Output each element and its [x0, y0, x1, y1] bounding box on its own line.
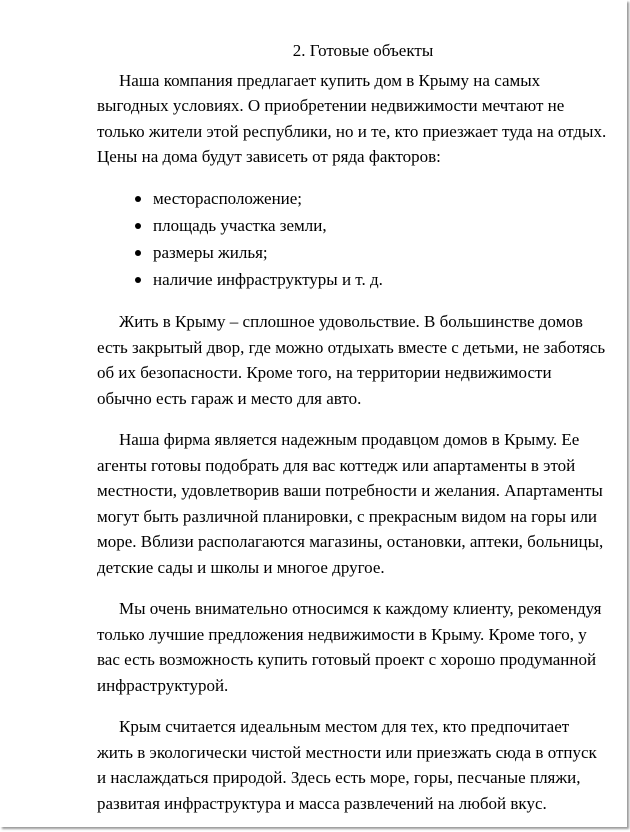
paragraph: Наша фирма является надежным продавцом домов в Крыму. Ее агенты готовы подобрать для вас коттедж или апартаменты в этой местности, удовлетворив ваши потребности и желания. Апартаменты могут быть различной планировки, с прекрасным видом на горы или море. Вблизи располагаются магазины, остановки, аптеки, больницы, детские сады и школы и многое другое.: [97, 430, 604, 577]
document-body: [97, 38, 609, 832]
list-item-text: размеры жилья;: [153, 242, 268, 262]
bullet-icon: [135, 196, 141, 202]
bullet-icon: [135, 277, 141, 283]
intro-paragraph: Наша компания предлагает купить дом в Крыму на самых выгодных условиях. О приобретении недвижимости мечтают не только жители этой республики, но и те, кто приезжает туда на отдых. Цены на дома будут зависеть от ряда факторов:: [97, 70, 607, 166]
section-heading: 2. Готовые объекты: [292, 41, 434, 60]
bullet-icon: [135, 250, 141, 256]
paragraph: Мы очень внимательно относимся к каждому клиенту, рекомендуя только лучшие предложения недвижимости в Крыму. Кроме того, у вас есть возможность купить готовый проект с хорошо продуманной инфраструктурой.: [97, 599, 602, 695]
paragraph: Жить в Крыму – сплошное удовольствие. В большинстве домов есть закрытый двор, где можно отдыхать вместе с детьми, не заботясь об их безопасности. Кроме того, на территории недвижимости обычно есть гараж и место для авто.: [97, 312, 606, 408]
list-item: [97, 240, 609, 266]
paragraph: Крым считается идеальным местом для тех, кто предпочитает жить в экологически чистой местности или приезжать сюда в отпуск и наслаждаться природой. Здесь есть море, горы, песчаные пляжи, развитая инфраструктура и масса развлечений на любой вкус.: [97, 717, 597, 813]
list-item-text: наличие инфраструктуры и т. д.: [153, 269, 383, 289]
list-item-text: площадь участка земли,: [153, 215, 327, 235]
bullet-icon: [135, 223, 141, 229]
factors-list: [97, 186, 609, 293]
list-item: [97, 213, 609, 239]
list-item-text: месторасположение;: [153, 188, 303, 208]
list-item: [97, 186, 609, 212]
list-item: [97, 267, 609, 293]
